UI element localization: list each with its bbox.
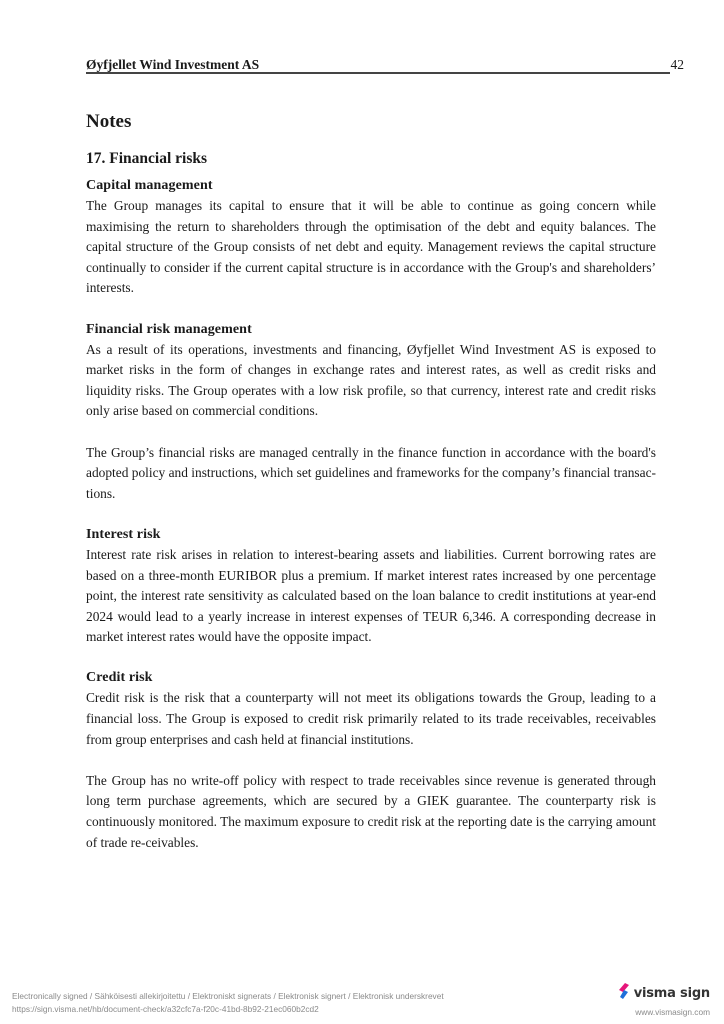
signature-footer [12, 990, 444, 1016]
document-body [86, 110, 656, 853]
company-name: Øyfjellet Wind Investment AS [86, 57, 260, 72]
visma-logo-icon [618, 983, 630, 1004]
signed-notice: Electronically signed / Sähköisesti allekirjoitettu / Elektroniskt signerats / Elektronisk signert / Elektronisk underskrevet [12, 991, 444, 1001]
paragraph: The Group’s financial risks are managed centrally in the finance function in accordance with the board's adopted policy and instructions, which set guidelines and frameworks for the company’s financial transac-tions. [86, 444, 656, 501]
visma-sign-logo[interactable] [618, 983, 710, 1004]
page-title: Notes [86, 111, 132, 132]
brand-url[interactable]: www.vismasign.com [635, 1007, 710, 1017]
page-number: 42 [670, 57, 684, 72]
visma-sign-brand [618, 983, 710, 1017]
section-heading: 17. Financial risks [86, 150, 208, 167]
section-interest-risk [86, 525, 656, 648]
paragraph: Interest rate risk arises in relation to interest-bearing assets and liabilities. Current borrowing rates are based on a three-month EURIBOR plus a premium. If market interest rates increased by one percentage point, the interest rate sensitivity as calculated based on the loan balance to credit institutions at year-end 2024 would lead to a yearly increase in interest expenses of TEUR 6,346. A corresponding decrease in market interest rates would have the opposite impact. [86, 546, 656, 645]
paragraph: Credit risk is the risk that a counterparty will not meet its obligations towards the Group, leading to a financial loss. The Group is exposed to credit risk primarily related to its trade receivables, receivables from group enterprises and cash held at financial institutions. [86, 690, 656, 747]
subsection-heading: Capital management [86, 178, 213, 193]
subsection-heading: Financial risk management [86, 321, 252, 337]
section-financial-risk-management [86, 320, 656, 505]
section-capital-management [86, 176, 656, 299]
header-divider [86, 72, 670, 74]
page-header [86, 57, 684, 73]
paragraph: The Group has no write-off policy with respect to trade receivables since revenue is generated through long term purchase agreements, which are secured by a GIEK guarantee. The counterparty risk is continuously monitored. The maximum exposure to credit risk at the reporting date is the carrying amount of trade re-ceivables. [86, 772, 656, 850]
subsection-heading: Interest risk [86, 526, 161, 542]
subsection-heading: Credit risk [86, 670, 153, 686]
paragraph: As a result of its operations, investments and financing, Øyfjellet Wind Investment AS is exposed to market risks in the form of changes in exchange rates and interest rates, as well as credit risks and liquidity risks. The Group operates with a low risk profile, so that currency, interest rate and credit risks only arise based on commercial conditions. [86, 341, 656, 419]
document-check-link[interactable]: https://sign.visma.net/hb/document-check/a32cfc7a-f20c-41bd-8b92-21ec060b2cd2 [12, 1004, 319, 1014]
paragraph: The Group manages its capital to ensure that it will be able to continue as going concern while maximising the return to shareholders through the optimisation of the debt and equity balances. The capital structure of the Group consists of net debt and equity. Management reviews the capital structure continually to consider if the current capital structure is in accordance with the Group's and shareholders’ interests. [86, 198, 656, 296]
section-credit-risk [86, 668, 656, 853]
brand-name: visma sign [633, 986, 710, 1001]
